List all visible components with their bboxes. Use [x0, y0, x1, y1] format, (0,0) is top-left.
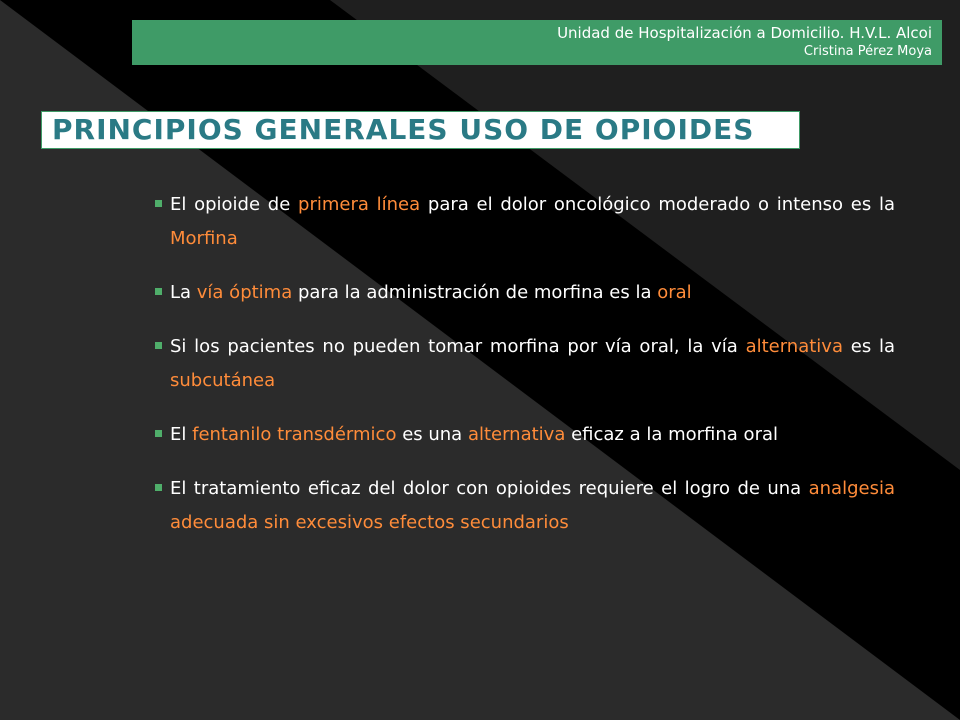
- square-bullet-icon: [155, 430, 162, 437]
- square-bullet-icon: [155, 342, 162, 349]
- square-bullet-icon: [155, 484, 162, 491]
- highlight-text: primera línea: [298, 194, 421, 215]
- bullet-list: [155, 188, 895, 560]
- author-name: Cristina Pérez Moya: [803, 44, 932, 59]
- slide-title-box: [41, 111, 800, 149]
- square-bullet-icon: [155, 288, 162, 295]
- bullet-item: [155, 418, 895, 452]
- bullet-text: El: [170, 424, 193, 445]
- bullet-item: [155, 330, 895, 398]
- highlight-text: oral: [657, 282, 692, 303]
- highlight-text: vía óptima: [196, 282, 293, 303]
- bullet-text: es una: [396, 424, 468, 445]
- highlight-text: fentanilo transdérmico: [192, 424, 397, 445]
- bullet-text: El tratamiento eficaz del dolor con opioides requiere el logro de una: [170, 478, 809, 499]
- bullet-item: [155, 188, 895, 256]
- bullet-text: El opioide de: [170, 194, 299, 215]
- highlight-text: Morfina: [170, 228, 238, 249]
- header-banner: [132, 20, 942, 65]
- bullet-text: eficaz a la morfina oral: [565, 424, 778, 445]
- bullet-item: [155, 472, 895, 540]
- organization-name: Unidad de Hospitalización a Domicilio. H.V.L. Alcoi: [557, 24, 932, 42]
- highlight-text: analgesia adecuada sin excesivos efectos secundarios: [170, 478, 895, 533]
- bullet-text: es la: [843, 336, 895, 357]
- highlight-text: alternativa: [467, 424, 566, 445]
- bullet-text: La: [170, 282, 197, 303]
- highlight-text: subcutánea: [170, 370, 276, 391]
- bullet-text: Si los pacientes no pueden tomar morfina por vía oral, la vía: [170, 336, 746, 357]
- bullet-text: para la administración de morfina es la: [292, 282, 658, 303]
- highlight-text: alternativa: [745, 336, 843, 357]
- slide-title: PRINCIPIOS GENERALES USO DE OPIOIDES: [52, 113, 755, 146]
- bullet-text: para el dolor oncológico moderado o intenso es la: [420, 194, 895, 215]
- bullet-item: [155, 276, 895, 310]
- square-bullet-icon: [155, 200, 162, 207]
